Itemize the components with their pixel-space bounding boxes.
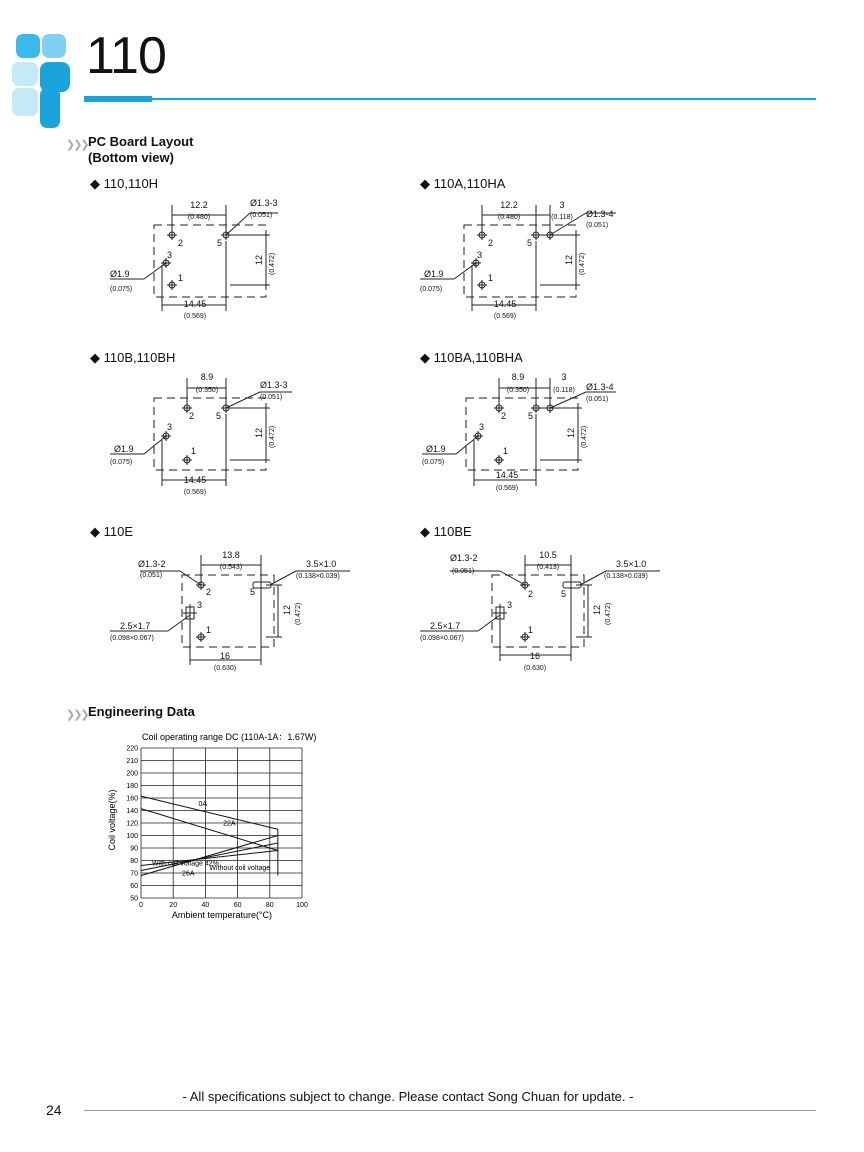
- svg-text:3: 3: [167, 422, 173, 432]
- svg-text:(0.413): (0.413): [536, 564, 560, 571]
- chart-series-label: With coil voltage 42%: [151, 860, 219, 868]
- svg-text:(0.075): (0.075): [110, 286, 133, 293]
- svg-text:3: 3: [479, 422, 485, 432]
- svg-text:(0.051): (0.051): [250, 212, 273, 219]
- chevron-icon: ❯❯❯: [66, 709, 88, 721]
- svg-text:1: 1: [178, 273, 184, 283]
- svg-text:16: 16: [529, 651, 541, 661]
- svg-text:10.5: 10.5: [539, 550, 557, 560]
- svg-text:2.5×1.7: 2.5×1.7: [120, 621, 151, 631]
- svg-text:12: 12: [254, 254, 264, 265]
- svg-text:(0.480): (0.480): [187, 214, 211, 221]
- svg-text:(0.051): (0.051): [260, 394, 283, 401]
- variant-heading: ◆ 110,110H: [90, 176, 159, 191]
- svg-text:1: 1: [206, 625, 212, 635]
- pcb-layout-diagram: [100, 370, 340, 500]
- svg-text:2: 2: [178, 238, 184, 248]
- engineering-section-header: [66, 705, 88, 723]
- company-logo: [12, 32, 78, 128]
- svg-text:(0.480): (0.480): [497, 214, 521, 221]
- svg-text:8.9: 8.9: [511, 372, 525, 382]
- svg-text:3: 3: [477, 250, 483, 260]
- chart-y-tick-label: 50: [130, 895, 138, 903]
- chart-series-label: 22A: [223, 820, 236, 828]
- svg-text:1: 1: [191, 446, 197, 456]
- svg-text:Ø1.3-2: Ø1.3-2: [450, 553, 478, 563]
- svg-text:5: 5: [250, 587, 256, 597]
- svg-text:8.9: 8.9: [200, 372, 214, 382]
- svg-text:(0.075): (0.075): [422, 459, 445, 466]
- coil-operating-range-chart: [100, 725, 340, 925]
- variant-heading: ◆ 110B,110BH: [90, 350, 176, 365]
- chart-y-tick-label: 80: [130, 858, 138, 865]
- svg-text:12: 12: [254, 427, 264, 438]
- svg-text:(0.118): (0.118): [553, 387, 575, 394]
- chart-y-tick-label: 100: [126, 833, 138, 840]
- chart-x-tick-label: 60: [233, 902, 242, 909]
- chart-series-label: 0A: [198, 801, 208, 809]
- svg-text:(0.118): (0.118): [551, 214, 573, 221]
- svg-text:(0.569): (0.569): [183, 489, 207, 496]
- svg-text:(0.472): (0.472): [581, 425, 588, 448]
- pcb-layout-diagram: [100, 195, 340, 325]
- footer-disclaimer: - All specifications subject to change. Please contact Song Chuan for update. -: [182, 1089, 634, 1104]
- svg-text:(0.472): (0.472): [269, 252, 276, 275]
- chart-y-tick-label: 160: [126, 795, 138, 803]
- svg-text:(0.569): (0.569): [495, 485, 519, 492]
- chart-x-label: Ambient temperature(°C): [171, 910, 273, 920]
- svg-text:(0.472): (0.472): [605, 602, 612, 625]
- svg-text:Ø1.9: Ø1.9: [426, 444, 446, 454]
- chart-y-tick-label: 90: [130, 845, 138, 853]
- svg-text:5: 5: [528, 411, 534, 421]
- chart-series-label: 26A: [182, 870, 195, 878]
- svg-text:2: 2: [528, 589, 534, 599]
- svg-text:1: 1: [503, 446, 509, 456]
- chart-y-tick-label: 60: [130, 883, 138, 890]
- svg-text:12.2: 12.2: [500, 200, 518, 210]
- engineering-section-title: Engineering Data: [88, 704, 195, 719]
- variant-heading: ◆ 110E: [90, 524, 134, 539]
- svg-text:13.8: 13.8: [222, 550, 240, 560]
- chart-series-line: [141, 796, 278, 829]
- svg-text:(0.051): (0.051): [586, 222, 609, 229]
- chart-x-tick-label: 20: [169, 902, 178, 909]
- svg-text:(0.051): (0.051): [586, 396, 609, 403]
- svg-text:(0.472): (0.472): [579, 252, 586, 275]
- svg-text:Ø1.3-2: Ø1.3-2: [138, 559, 166, 569]
- footer-rule: [84, 1110, 816, 1111]
- chart-x-tick-label: 100: [296, 902, 308, 909]
- svg-text:Ø1.3-3: Ø1.3-3: [250, 198, 278, 208]
- svg-text:Ø1.9: Ø1.9: [114, 444, 134, 454]
- chart-y-tick-label: 140: [126, 808, 138, 815]
- svg-text:3.5×1.0: 3.5×1.0: [306, 559, 337, 569]
- svg-text:5: 5: [217, 238, 223, 248]
- chart-x-tick-label: 0: [139, 902, 143, 909]
- svg-text:1: 1: [488, 273, 494, 283]
- svg-text:(0.630): (0.630): [523, 665, 547, 672]
- svg-text:Ø1.9: Ø1.9: [424, 269, 444, 279]
- svg-text:(0.051): (0.051): [140, 572, 163, 579]
- chart-y-tick-label: 200: [126, 770, 138, 778]
- svg-text:3: 3: [559, 200, 565, 210]
- pcb-layout-diagram: [410, 545, 670, 675]
- chart-y-tick-label: 70: [130, 870, 138, 878]
- svg-text:(0.075): (0.075): [420, 286, 443, 293]
- svg-text:(0.472): (0.472): [269, 425, 276, 448]
- pcb-layout-diagram: [410, 195, 650, 325]
- svg-text:3: 3: [197, 600, 203, 610]
- svg-text:2: 2: [488, 238, 494, 248]
- svg-text:(0.350): (0.350): [506, 387, 530, 394]
- chart-y-tick-label: 120: [126, 820, 138, 828]
- svg-text:(0.630): (0.630): [213, 665, 237, 672]
- svg-text:(0.543): (0.543): [219, 564, 243, 571]
- diamond-icon: ◆: [90, 524, 104, 539]
- svg-text:2: 2: [189, 411, 195, 421]
- svg-text:12: 12: [566, 427, 576, 438]
- svg-text:(0.075): (0.075): [110, 459, 133, 466]
- svg-text:12.2: 12.2: [190, 200, 208, 210]
- svg-text:3: 3: [507, 600, 513, 610]
- svg-text:14.45: 14.45: [495, 470, 519, 480]
- svg-text:Ø1.3-4: Ø1.3-4: [586, 209, 614, 219]
- pcb-section-subtitle: (Bottom view): [88, 150, 174, 165]
- svg-text:(0.569): (0.569): [493, 313, 517, 320]
- variant-heading: ◆ 110BE: [420, 524, 472, 539]
- svg-text:5: 5: [561, 589, 567, 599]
- chart-x-tick-label: 40: [201, 902, 210, 909]
- chart-y-tick-label: 220: [126, 745, 138, 753]
- chart-y-label: Coil voltage(%): [107, 789, 117, 851]
- svg-text:3: 3: [561, 372, 567, 382]
- variant-heading: ◆ 110A,110HA: [420, 176, 506, 191]
- chart-series-line: [141, 809, 278, 851]
- pcb-section-header: [66, 135, 88, 153]
- svg-text:(0.098×0.067): (0.098×0.067): [110, 635, 154, 642]
- svg-text:3: 3: [167, 250, 173, 260]
- header-accent-bar: [84, 96, 152, 102]
- svg-text:(0.350): (0.350): [195, 387, 219, 394]
- svg-text:16: 16: [219, 651, 231, 661]
- header-rule: [152, 98, 816, 100]
- svg-text:(0.138×0.039): (0.138×0.039): [296, 573, 340, 580]
- svg-text:2: 2: [206, 587, 212, 597]
- svg-text:(0.098×0.067): (0.098×0.067): [420, 635, 464, 642]
- diamond-icon: ◆: [90, 350, 104, 365]
- svg-text:(0.138×0.039): (0.138×0.039): [604, 573, 648, 580]
- diamond-icon: ◆: [420, 350, 434, 365]
- page-number: 24: [46, 1102, 62, 1118]
- svg-text:1: 1: [528, 625, 534, 635]
- pcb-section-title: PC Board Layout: [88, 134, 194, 149]
- diamond-icon: ◆: [420, 176, 434, 191]
- svg-text:5: 5: [216, 411, 222, 421]
- svg-text:Ø1.3-3: Ø1.3-3: [260, 380, 288, 390]
- svg-text:12: 12: [282, 604, 292, 615]
- svg-text:Ø1.9: Ø1.9: [110, 269, 130, 279]
- svg-text:14.45: 14.45: [183, 475, 207, 485]
- svg-text:(0.569): (0.569): [183, 313, 207, 320]
- svg-text:Ø1.3-4: Ø1.3-4: [586, 382, 614, 392]
- svg-text:3.5×1.0: 3.5×1.0: [616, 559, 647, 569]
- chart-y-tick-label: 180: [126, 783, 138, 790]
- chart-title: Coil operating range DC (110A-1A：1.67W): [142, 732, 317, 742]
- diamond-icon: ◆: [90, 176, 104, 191]
- svg-text:2.5×1.7: 2.5×1.7: [430, 621, 461, 631]
- pcb-layout-diagram: [100, 545, 360, 675]
- svg-text:(0.051): (0.051): [452, 568, 475, 575]
- svg-text:14.45: 14.45: [183, 299, 207, 309]
- variant-heading: ◆ 110BA,110BHA: [420, 350, 523, 365]
- chevron-icon: ❯❯❯: [66, 139, 88, 151]
- diamond-icon: ◆: [420, 524, 434, 539]
- svg-text:14.45: 14.45: [493, 299, 517, 309]
- svg-text:12: 12: [592, 604, 602, 615]
- svg-text:2: 2: [501, 411, 507, 421]
- svg-text:(0.472): (0.472): [295, 602, 302, 625]
- chart-y-tick-label: 210: [126, 758, 138, 765]
- svg-text:12: 12: [564, 254, 574, 265]
- model-number: 110: [86, 27, 166, 85]
- pcb-layout-diagram: [410, 370, 650, 500]
- svg-text:5: 5: [527, 238, 533, 248]
- chart-series-label: Without coil voltage: [209, 865, 271, 872]
- chart-x-tick-label: 80: [265, 902, 274, 909]
